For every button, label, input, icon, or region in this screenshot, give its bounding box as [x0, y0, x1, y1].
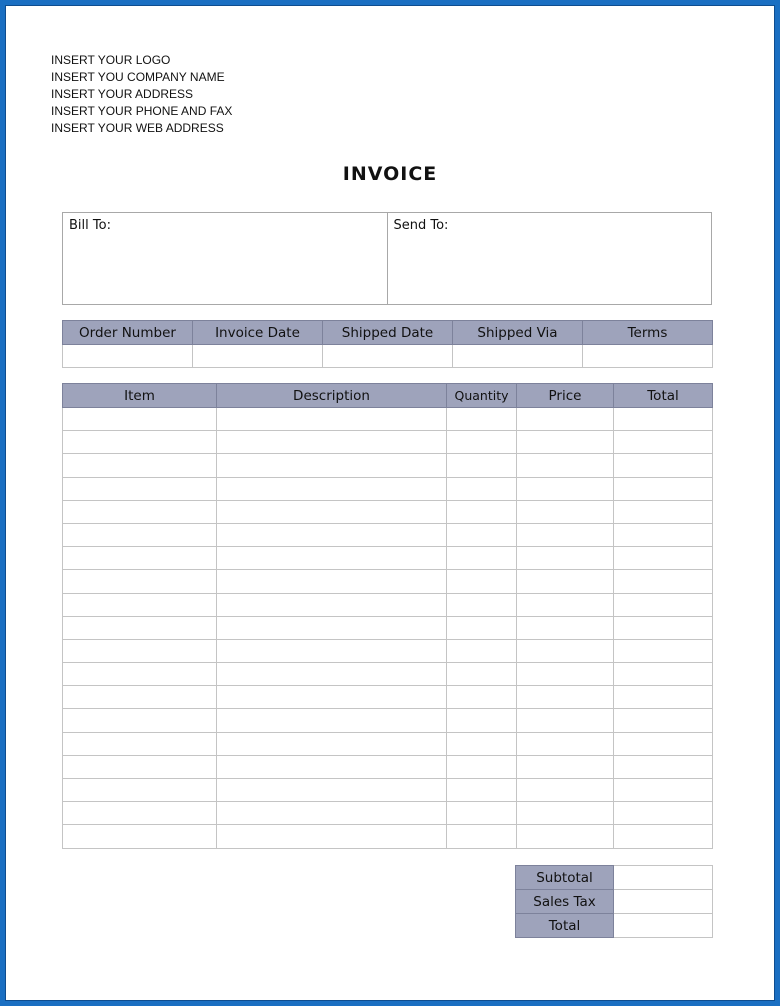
description-cell[interactable]	[217, 547, 447, 570]
description-cell[interactable]	[217, 593, 447, 616]
send-to-field[interactable]	[387, 213, 712, 304]
price-cell[interactable]	[517, 523, 614, 546]
line-item-row	[63, 408, 713, 431]
description-cell[interactable]	[217, 663, 447, 686]
quantity-cell[interactable]	[447, 686, 517, 709]
total-cell[interactable]	[614, 477, 713, 500]
total-cell[interactable]	[614, 454, 713, 477]
description-header: Description	[217, 384, 447, 408]
item-cell[interactable]	[63, 477, 217, 500]
description-cell[interactable]	[217, 802, 447, 825]
grand-total-row	[516, 914, 713, 938]
price-cell[interactable]	[517, 408, 614, 431]
price-cell[interactable]	[517, 663, 614, 686]
subtotal-value-cell[interactable]	[614, 866, 713, 890]
price-cell[interactable]	[517, 825, 614, 848]
description-cell[interactable]	[217, 732, 447, 755]
item-cell[interactable]	[63, 408, 217, 431]
sales-tax-label: Sales Tax	[516, 890, 614, 914]
quantity-cell[interactable]	[447, 639, 517, 662]
line-item-row	[63, 639, 713, 662]
company-logo-placeholder: INSERT YOUR LOGO	[51, 53, 171, 67]
item-cell[interactable]	[63, 500, 217, 523]
line-item-row	[63, 732, 713, 755]
quantity-cell[interactable]	[447, 709, 517, 732]
shipped-via-cell[interactable]	[453, 345, 583, 368]
quantity-cell[interactable]	[447, 663, 517, 686]
item-cell[interactable]	[63, 570, 217, 593]
sales-tax-value-cell[interactable]	[614, 890, 713, 914]
description-cell[interactable]	[217, 616, 447, 639]
price-cell[interactable]	[517, 755, 614, 778]
total-cell[interactable]	[614, 825, 713, 848]
item-cell[interactable]	[63, 616, 217, 639]
invoice-date-cell[interactable]	[193, 345, 323, 368]
address-box	[62, 212, 712, 305]
terms-header: Terms	[583, 321, 713, 345]
price-cell[interactable]	[517, 431, 614, 454]
item-cell[interactable]	[63, 593, 217, 616]
item-cell[interactable]	[63, 709, 217, 732]
quantity-cell[interactable]	[447, 825, 517, 848]
description-cell[interactable]	[217, 570, 447, 593]
line-item-row	[63, 709, 713, 732]
price-header: Price	[517, 384, 614, 408]
description-cell[interactable]	[217, 454, 447, 477]
line-item-row	[63, 802, 713, 825]
totals-table	[515, 865, 713, 938]
quantity-cell[interactable]	[447, 431, 517, 454]
line-item-row	[63, 547, 713, 570]
price-cell[interactable]	[517, 593, 614, 616]
line-item-row	[63, 454, 713, 477]
item-cell[interactable]	[63, 431, 217, 454]
item-cell[interactable]	[63, 454, 217, 477]
line-item-row	[63, 616, 713, 639]
subtotal-label: Subtotal	[516, 866, 614, 890]
total-cell[interactable]	[614, 431, 713, 454]
item-cell[interactable]	[63, 547, 217, 570]
quantity-cell[interactable]	[447, 593, 517, 616]
order-value-row	[63, 345, 713, 368]
description-cell[interactable]	[217, 500, 447, 523]
description-cell[interactable]	[217, 755, 447, 778]
invoice-title: INVOICE	[342, 163, 438, 185]
grand-total-value-cell[interactable]	[614, 914, 713, 938]
order-number-cell[interactable]	[63, 345, 193, 368]
line-item-row	[63, 686, 713, 709]
item-cell[interactable]	[63, 639, 217, 662]
description-cell[interactable]	[217, 523, 447, 546]
order-info-table	[62, 320, 713, 368]
quantity-header: Quantity	[447, 384, 517, 408]
grand-total-label: Total	[516, 914, 614, 938]
total-cell[interactable]	[614, 779, 713, 802]
line-item-row	[63, 825, 713, 848]
quantity-cell[interactable]	[447, 570, 517, 593]
description-cell[interactable]	[217, 639, 447, 662]
quantity-cell[interactable]	[447, 732, 517, 755]
item-cell[interactable]	[63, 663, 217, 686]
quantity-cell[interactable]	[447, 523, 517, 546]
line-item-row	[63, 523, 713, 546]
item-cell[interactable]	[63, 802, 217, 825]
price-cell[interactable]	[517, 802, 614, 825]
description-cell[interactable]	[217, 431, 447, 454]
subtotal-row	[516, 866, 713, 890]
total-cell[interactable]	[614, 593, 713, 616]
item-cell[interactable]	[63, 686, 217, 709]
send-to-label: Send To:	[393, 218, 449, 233]
description-cell[interactable]	[217, 477, 447, 500]
quantity-cell[interactable]	[447, 802, 517, 825]
total-cell[interactable]	[614, 616, 713, 639]
item-cell[interactable]	[63, 755, 217, 778]
company-name: INSERT YOU COMPANY NAME	[51, 70, 225, 84]
line-items-table	[62, 383, 713, 849]
description-cell[interactable]	[217, 779, 447, 802]
item-header: Item	[63, 384, 217, 408]
line-item-row	[63, 477, 713, 500]
line-item-row	[63, 755, 713, 778]
shipped-date-header: Shipped Date	[323, 321, 453, 345]
total-cell[interactable]	[614, 755, 713, 778]
item-cell[interactable]	[63, 523, 217, 546]
line-item-row	[63, 431, 713, 454]
bill-to-field[interactable]	[63, 213, 387, 304]
terms-cell[interactable]	[583, 345, 713, 368]
shipped-via-header: Shipped Via	[453, 321, 583, 345]
item-cell[interactable]	[63, 732, 217, 755]
total-cell[interactable]	[614, 663, 713, 686]
price-cell[interactable]	[517, 570, 614, 593]
price-cell[interactable]	[517, 477, 614, 500]
shipped-date-cell[interactable]	[323, 345, 453, 368]
total-cell[interactable]	[614, 570, 713, 593]
quantity-cell[interactable]	[447, 755, 517, 778]
order-number-header: Order Number	[63, 321, 193, 345]
line-item-row	[63, 570, 713, 593]
description-cell[interactable]	[217, 709, 447, 732]
total-cell[interactable]	[614, 732, 713, 755]
description-cell[interactable]	[217, 408, 447, 431]
quantity-cell[interactable]	[447, 779, 517, 802]
price-cell[interactable]	[517, 454, 614, 477]
company-web-address: INSERT YOUR WEB ADDRESS	[51, 121, 224, 135]
total-cell[interactable]	[614, 639, 713, 662]
quantity-cell[interactable]	[447, 616, 517, 639]
total-cell[interactable]	[614, 408, 713, 431]
quantity-cell[interactable]	[447, 408, 517, 431]
line-items-body	[63, 408, 713, 849]
company-address: INSERT YOUR ADDRESS	[51, 87, 194, 101]
price-cell[interactable]	[517, 732, 614, 755]
description-cell[interactable]	[217, 686, 447, 709]
total-header: Total	[614, 384, 713, 408]
price-cell[interactable]	[517, 779, 614, 802]
item-cell[interactable]	[63, 825, 217, 848]
description-cell[interactable]	[217, 825, 447, 848]
sales-tax-row	[516, 890, 713, 914]
company-info	[51, 52, 232, 137]
total-cell[interactable]	[614, 523, 713, 546]
total-cell[interactable]	[614, 709, 713, 732]
line-item-row	[63, 779, 713, 802]
bill-to-label: Bill To:	[69, 218, 111, 233]
total-cell[interactable]	[614, 686, 713, 709]
items-header-row	[63, 384, 713, 408]
total-cell[interactable]	[614, 500, 713, 523]
quantity-cell[interactable]	[447, 500, 517, 523]
quantity-cell[interactable]	[447, 547, 517, 570]
line-item-row	[63, 593, 713, 616]
price-cell[interactable]	[517, 616, 614, 639]
total-cell[interactable]	[614, 547, 713, 570]
price-cell[interactable]	[517, 639, 614, 662]
total-cell[interactable]	[614, 802, 713, 825]
line-item-row	[63, 663, 713, 686]
price-cell[interactable]	[517, 500, 614, 523]
line-item-row	[63, 500, 713, 523]
price-cell[interactable]	[517, 547, 614, 570]
quantity-cell[interactable]	[447, 477, 517, 500]
order-header-row	[63, 321, 713, 345]
price-cell[interactable]	[517, 709, 614, 732]
quantity-cell[interactable]	[447, 454, 517, 477]
invoice-date-header: Invoice Date	[193, 321, 323, 345]
company-phone-fax: INSERT YOUR PHONE AND FAX	[51, 104, 233, 118]
price-cell[interactable]	[517, 686, 614, 709]
item-cell[interactable]	[63, 779, 217, 802]
